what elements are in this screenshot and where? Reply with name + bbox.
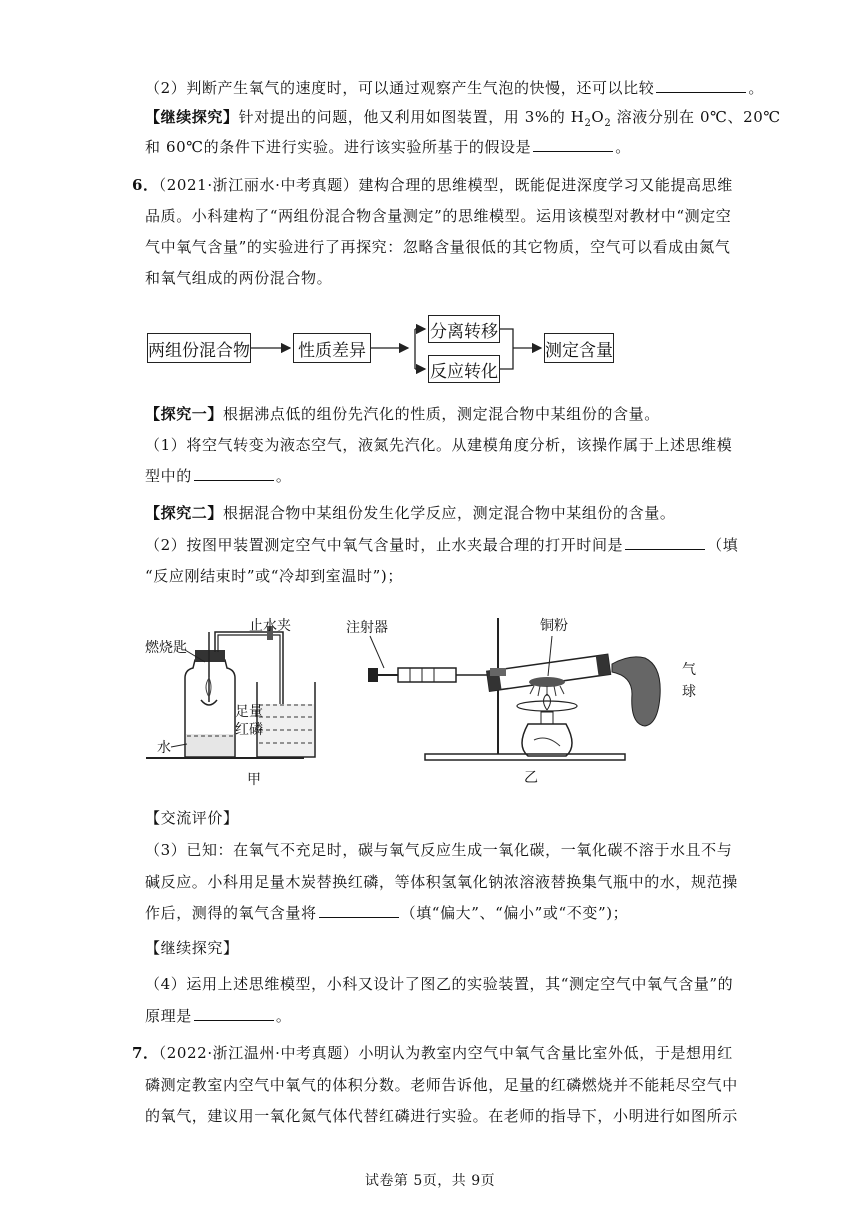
section-tag: 【探究二】 <box>145 504 224 522</box>
label-balloon: 气 <box>682 662 696 678</box>
q5-part2-line <box>145 78 764 98</box>
q6-stem-line <box>132 175 733 195</box>
q6-part3-line <box>145 903 628 923</box>
q6-part4-line: （4）运用上述思维模型，小科又设计了图乙的实验装置，其“测定空气中氧气含量”的 <box>145 975 734 993</box>
text: 。 <box>615 138 631 156</box>
answer-blank[interactable] <box>194 1006 274 1021</box>
section-tag: 【继续探究】 <box>145 108 239 126</box>
text: 作后，测得的氧气含量将 <box>145 904 317 922</box>
q6-part4-line <box>145 1006 291 1026</box>
answer-blank[interactable] <box>533 137 613 152</box>
label-honglin: 红磷 <box>235 722 263 738</box>
explore1-line <box>145 404 660 424</box>
label-water: 水 <box>157 740 171 756</box>
text: 溶液分别在 0℃、20℃ <box>611 108 781 126</box>
text: 。 <box>748 79 764 97</box>
figure-yi <box>340 606 710 786</box>
answer-blank[interactable] <box>319 903 399 918</box>
figure-jia <box>145 612 325 787</box>
label-clamp: 止水夹 <box>249 618 291 634</box>
explore2-line <box>145 503 675 523</box>
text: （2）判断产生氧气的速度时，可以通过观察产生气泡的快慢，还可以比较 <box>145 79 655 97</box>
q7-stem-line: 磷测定教室内空气中氧气的体积分数。老师告诉他，足量的红磷燃烧并不能耗尽空气中 <box>145 1076 738 1094</box>
page-footer: 试卷第 5页，共 9页 <box>364 1173 496 1189</box>
flow-box-measure: 测定含量 <box>544 333 614 363</box>
flow-box-mixture: 两组份混合物 <box>147 333 251 363</box>
label-copper: 铜粉 <box>540 618 568 634</box>
text: 型中的 <box>145 467 192 485</box>
text: 原理是 <box>145 1007 192 1025</box>
copper-powder <box>529 677 565 687</box>
stopper <box>195 650 225 662</box>
label-spoon: 燃烧匙 <box>145 640 187 656</box>
q6-part3-line: （3）已知：在氧气不充足时，碳与氧气反应生成一氧化碳，一氧化碳不溶于水且不与 <box>145 841 733 859</box>
answer-blank[interactable] <box>194 466 274 481</box>
figure-caption-yi: 乙 <box>524 770 538 786</box>
continue-explore-tag: 【继续探究】 <box>145 939 239 957</box>
question-number: 6． <box>132 176 159 194</box>
text: 针对提出的问题，他又利用如图装置，用 3%的 H <box>238 108 585 126</box>
text: O <box>591 108 605 126</box>
q6-part3-line: 碱反应。小科用足量木炭替换红磷，等体积氢氧化钠浓溶液替换集气瓶中的水，规范操 <box>145 873 738 891</box>
q7-stem-line: 的氧气，建议用一氧化氮气体代替红磷进行实验。在老师的指导下，小明进行如图所示 <box>145 1107 738 1125</box>
continue-explore-line <box>145 107 781 134</box>
answer-blank[interactable] <box>656 78 746 93</box>
text: 和 60℃的条件下进行实验。进行该实验所基于的假设是 <box>145 138 532 156</box>
q6-stem-line: 品质。小科建构了“两组份混合物含量测定”的思维模型。运用该模型对教材中“测定空 <box>145 207 732 225</box>
q6-part1-line <box>145 466 291 486</box>
label-zuliang: 足量 <box>235 704 263 720</box>
answer-blank[interactable] <box>625 535 705 550</box>
balloon <box>612 657 660 726</box>
exchange-eval-tag: 【交流评价】 <box>145 809 239 827</box>
syringe <box>398 668 456 682</box>
q6-part1-line: （1）将空气转变为液态空气，液氮先汽化。从建模角度分析，该操作属于上述思维模 <box>145 436 733 454</box>
section-tag: 【探究一】 <box>145 405 224 423</box>
q6-part2-line: “反应刚结束时”或“冷却到室温时”)； <box>145 567 403 585</box>
text: 。 <box>275 1007 292 1025</box>
subscript: 2 <box>604 118 612 129</box>
q7-stem-line <box>132 1043 733 1063</box>
hypothesis-line <box>145 137 631 157</box>
q6-part2-line <box>145 535 738 555</box>
q6-stem-line: 和氧气组成的两份混合物。 <box>145 269 333 287</box>
flow-box-reaction: 反应转化 <box>428 355 500 383</box>
flow-box-property-difference: 性质差异 <box>293 333 371 363</box>
text: （填 <box>707 536 739 554</box>
text: 。 <box>275 467 292 485</box>
q6-stem-line: 气中氧气含量”的实验进行了再探究：忽略含量很低的其它物质，空气可以看成由氮气 <box>145 238 731 256</box>
text: （2021·浙江丽水·中考真题）建构合理的思维模型，既能促进深度学习又能提高思维 <box>158 176 733 194</box>
alcohol-lamp <box>522 724 572 756</box>
figure-caption-jia: 甲 <box>247 772 261 787</box>
text: （2022·浙江温州·中考真题）小明认为教室内空气中氧气含量比室外低，于是想用红 <box>158 1044 733 1062</box>
subscript: 2 <box>584 118 592 129</box>
flow-box-separation: 分离转移 <box>428 315 500 343</box>
label-balloon: 球 <box>682 684 696 700</box>
text: 根据沸点低的组份先汽化的性质，测定混合物中某组份的含量。 <box>223 405 660 423</box>
text: （填“偏大”、“偏小”或“不变”)； <box>400 904 629 922</box>
label-syringe: 注射器 <box>346 620 388 636</box>
text: 根据混合物中某组份发生化学反应，测定混合物中某组份的含量。 <box>223 504 676 522</box>
question-number: 7． <box>132 1044 159 1062</box>
text: （2）按图甲装置测定空气中氧气含量时，止水夹最合理的打开时间是 <box>145 536 624 554</box>
